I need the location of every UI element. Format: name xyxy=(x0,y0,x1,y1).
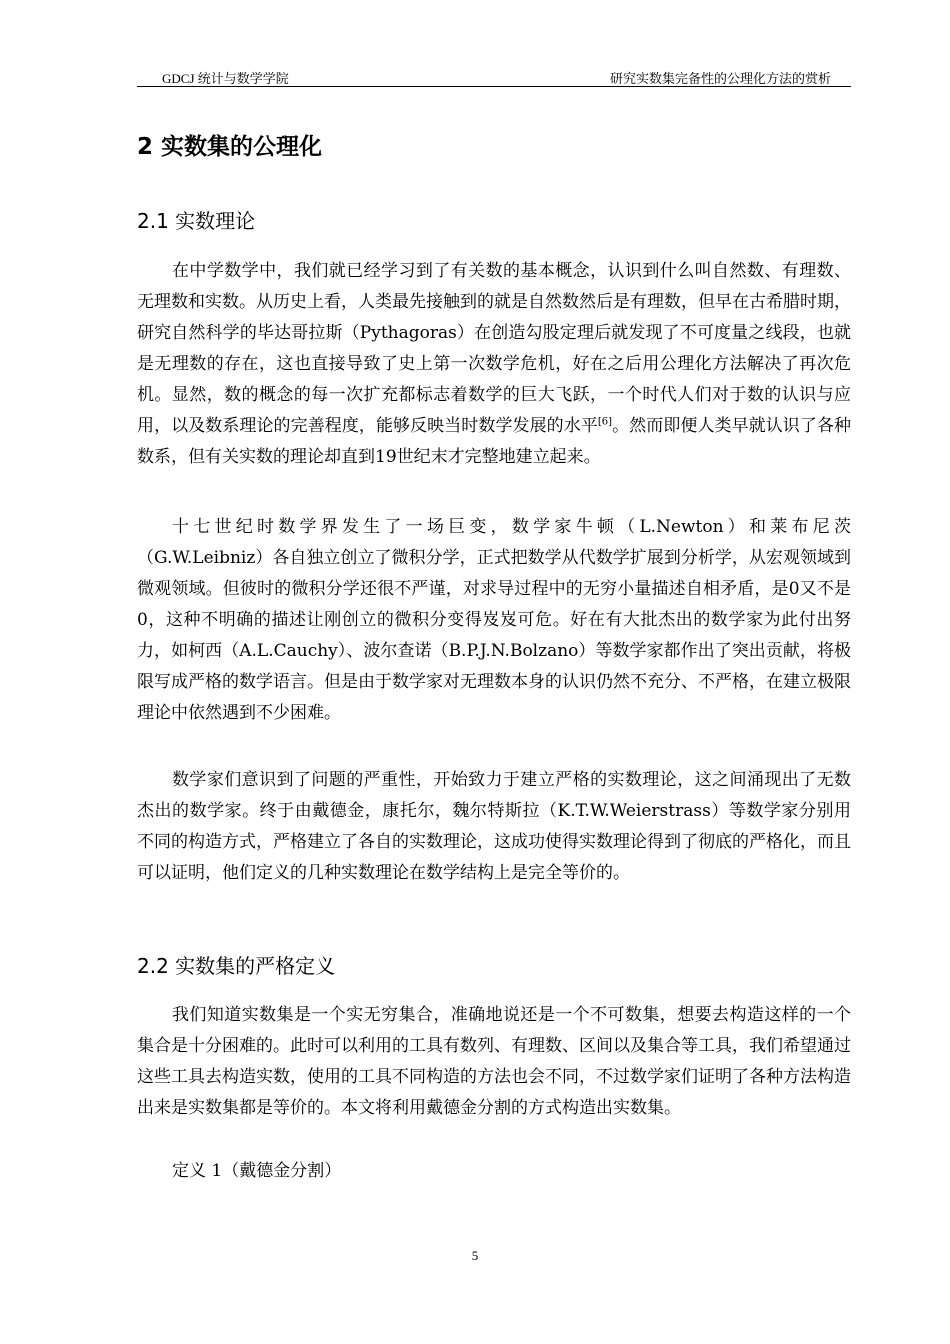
paragraph-calculus-history: 十七世纪时数学界发生了一场巨变，数学家牛顿（L.Newton）和莱布尼茨（G.W.Leibniz）各自独立创立了微积分学，正式把数学从代数学扩展到分析学，从宏观领域到微观领域。但彼时的微积分学还很不严谨，对求导过程中的无穷小量描述自相矛盾，是0又不是0，这种不明确的描述让刚创立的微积分变得岌岌可危。好在有大批杰出的数学家为此付出努力，如柯西（A.L.Cauchy）、波尔查诺（B.P.J.N.Bolzano）等数学家都作出了突出贡献，将极限写成严格的数学语言。但是由于数学家对无理数本身的认识仍然不充分、不严格，在建立极限理论中依然遇到不少困难。 xyxy=(137,517,851,723)
header-right-text: 研究实数集完备性的公理化方法的赏析 xyxy=(609,71,831,86)
page-number: 5 xyxy=(471,1248,479,1263)
section-title-2-1: 2.1 实数理论 xyxy=(137,209,256,233)
section-title-2-2: 2.2 实数集的严格定义 xyxy=(137,954,336,978)
citation-ref: [6] xyxy=(597,416,613,428)
paragraph-real-number-history xyxy=(137,256,851,473)
paragraph-definition-intro: 我们知道实数集是一个实无穷集合，准确地说还是一个不可数集，想要去构造这样的一个集合是十分困难的。此时可以利用的工具有数列、有理数、区间以及集合等工具，我们希望通过这些工具去构造实数，使用的工具不同构造的方法也会不同，不过数学家们证明了各种方法构造出来是实数集都是等价的。本文将利用戴德金分割的方式构造出实数集。 xyxy=(137,1005,851,1118)
paragraph-text: 在中学数学中，我们就已经学习到了有关数的基本概念，认识到什么叫自然数、有理数、无理数和实数。从历史上看，人类最先接触到的就是自然数然后是有理数，但早在古希腊时期，研究自然科学的毕达哥拉斯（Pythagoras）在创造勾股定理后就发现了不可度量之线段，也就是无理数的存在，这也直接导致了史上第一次数学危机，好在之后用公理化方法解决了再次危机。显然，数的概念的每一次扩充都标志着数学的巨大飞跃，一个时代人们对于数的认识与应用，以及数系理论的完善程度，能够反映当时数学发展的水平 xyxy=(137,261,851,436)
running-header xyxy=(137,66,851,87)
definition-label: 定义 1（戴德金分割） xyxy=(172,1161,342,1181)
paragraph-text: 。然而即便人类早就认识了各种数系，但有关实数的理论却直到19世纪末才完整地建立起来。 xyxy=(137,416,852,467)
chapter-title: 2 实数集的公理化 xyxy=(137,134,323,160)
paragraph-real-theory: 数学家们意识到了问题的严重性，开始致力于建立严格的实数理论，这之间涌现出了无数杰出的数学家。终于由戴德金，康托尔，魏尔特斯拉（K.T.W.Weierstrass）等数学家分别用不同的构造方式，严格建立了各自的实数理论，这成功使得实数理论得到了彻底的严格化，而且可以证明，他们定义的几种实数理论在数学结构上是完全等价的。 xyxy=(137,770,851,883)
header-left-text: GDCJ 统计与数学学院 xyxy=(162,71,289,86)
